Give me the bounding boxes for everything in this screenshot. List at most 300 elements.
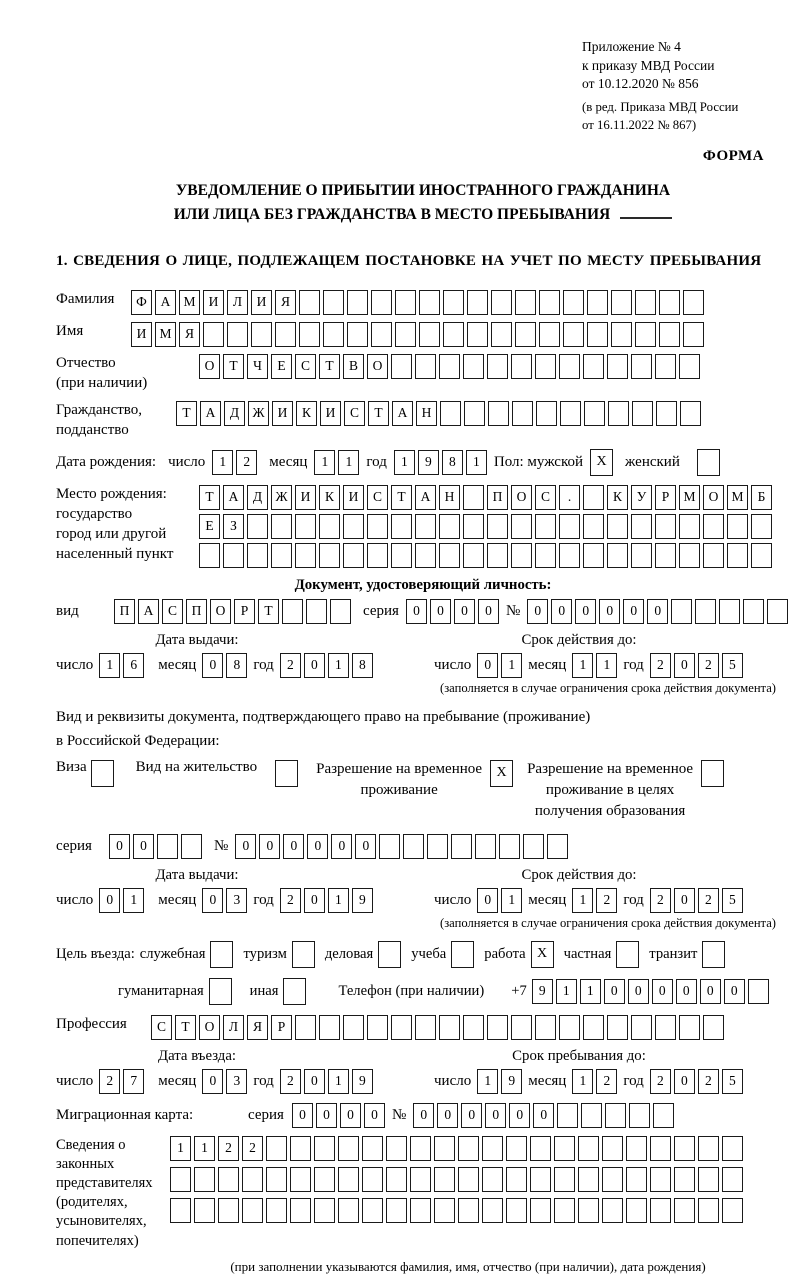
residence-valid-month-cells bbox=[572, 888, 617, 913]
identity-doc-row bbox=[56, 599, 790, 624]
form-cell bbox=[242, 1198, 263, 1223]
form-cell bbox=[583, 354, 604, 379]
form-cell bbox=[506, 1198, 527, 1223]
form-cell: Ж bbox=[271, 485, 292, 510]
identity-issue-year-cells bbox=[280, 653, 373, 678]
form-cell: 0 bbox=[304, 1069, 325, 1094]
residence-permit-option bbox=[136, 759, 298, 787]
citizenship-cells bbox=[176, 401, 701, 426]
day-label: число bbox=[56, 657, 94, 674]
form-cell: 0 bbox=[413, 1103, 434, 1128]
header-amendment-line: от 16.11.2022 № 867) bbox=[582, 117, 697, 132]
form-cell bbox=[635, 322, 656, 347]
form-cell: С bbox=[344, 401, 365, 426]
purpose-study-checkbox bbox=[451, 941, 474, 968]
entry-date-heading: Дата въезда: bbox=[158, 1047, 236, 1064]
form-cell: В bbox=[343, 354, 364, 379]
form-cell: 3 bbox=[226, 888, 247, 913]
form-cell: Ч bbox=[247, 354, 268, 379]
form-cell: 2 bbox=[698, 1069, 719, 1094]
birth-date-row bbox=[56, 449, 790, 476]
form-cell bbox=[499, 834, 520, 859]
residence-number-label: № bbox=[214, 837, 229, 854]
form-cell bbox=[536, 401, 557, 426]
form-cell: И bbox=[251, 290, 272, 315]
form-cell: 0 bbox=[674, 1069, 695, 1094]
form-cell: Т bbox=[368, 401, 389, 426]
month-label: месяц bbox=[158, 657, 197, 674]
phone-cells bbox=[532, 979, 769, 1004]
form-cell bbox=[290, 1198, 311, 1223]
birth-place-label-line: город или другой bbox=[56, 526, 167, 542]
form-cell bbox=[698, 1167, 719, 1192]
purpose-option-label: туризм bbox=[243, 945, 287, 962]
form-cell bbox=[506, 1136, 527, 1161]
form-cell: Я bbox=[179, 322, 200, 347]
form-cell: П bbox=[114, 599, 135, 624]
form-cell: 0 bbox=[304, 888, 325, 913]
purpose-option-label: работа bbox=[484, 945, 526, 962]
entry-date-row bbox=[56, 1069, 408, 1094]
form-cell: Т bbox=[258, 599, 279, 624]
form-cell: 1 bbox=[314, 450, 335, 475]
identity-doc-type-label: вид bbox=[56, 603, 79, 620]
birth-month-cells bbox=[314, 450, 359, 475]
form-cell bbox=[439, 1015, 460, 1040]
form-cell bbox=[482, 1167, 503, 1192]
form-cell: 0 bbox=[647, 599, 668, 624]
form-cell: 2 bbox=[698, 888, 719, 913]
purpose-option-label: деловая bbox=[324, 945, 374, 962]
patronymic-label-line1: Отчество bbox=[56, 355, 116, 372]
form-cell bbox=[440, 401, 461, 426]
form-cell: 0 bbox=[109, 834, 130, 859]
form-cell: Ж bbox=[248, 401, 269, 426]
temp-permit-option bbox=[316, 759, 513, 801]
form-cell bbox=[362, 1198, 383, 1223]
form-cell: С bbox=[162, 599, 183, 624]
sex-female-checkbox bbox=[697, 449, 720, 476]
form-cell: 1 bbox=[328, 1069, 349, 1094]
form-cell bbox=[415, 1015, 436, 1040]
form-cell: А bbox=[155, 290, 176, 315]
form-cell: 0 bbox=[478, 599, 499, 624]
form-cell: 0 bbox=[477, 653, 498, 678]
form-cell: 0 bbox=[316, 1103, 337, 1128]
residence-valid-year-cells bbox=[650, 888, 743, 913]
form-cell bbox=[463, 354, 484, 379]
form-cell: М bbox=[179, 290, 200, 315]
form-cell bbox=[203, 322, 224, 347]
form-cell bbox=[295, 514, 316, 539]
form-cell bbox=[367, 1015, 388, 1040]
purpose-private-checkbox bbox=[616, 941, 639, 968]
form-cell bbox=[703, 543, 724, 568]
form-cell: 8 bbox=[226, 653, 247, 678]
edu-permit-label-line1: Разрешение на временное bbox=[527, 760, 694, 777]
form-cell bbox=[223, 543, 244, 568]
form-cell: Я bbox=[247, 1015, 268, 1040]
residence-series-cells bbox=[109, 834, 202, 859]
form-cell: Л bbox=[227, 290, 248, 315]
form-cell bbox=[242, 1167, 263, 1192]
form-cell: О bbox=[703, 485, 724, 510]
form-cell: 1 bbox=[580, 979, 601, 1004]
form-cell bbox=[683, 322, 704, 347]
form-cell: 2 bbox=[650, 1069, 671, 1094]
form-cell bbox=[386, 1198, 407, 1223]
form-cell bbox=[367, 514, 388, 539]
form-cell bbox=[512, 401, 533, 426]
residence-issue-day-cells bbox=[99, 888, 144, 913]
form-cell bbox=[314, 1198, 335, 1223]
residence-valid-heading: Срок действия до: bbox=[521, 866, 637, 883]
document-header bbox=[582, 38, 768, 134]
form-cell bbox=[343, 543, 364, 568]
form-cell bbox=[247, 543, 268, 568]
form-cell bbox=[751, 514, 772, 539]
form-cell bbox=[539, 322, 560, 347]
form-cell bbox=[338, 1198, 359, 1223]
form-cell bbox=[535, 1015, 556, 1040]
form-cell bbox=[631, 543, 652, 568]
form-cell bbox=[386, 1136, 407, 1161]
form-cell bbox=[371, 322, 392, 347]
form-cell: 1 bbox=[501, 888, 522, 913]
representatives-row1-cells bbox=[170, 1136, 743, 1161]
form-cell bbox=[632, 401, 653, 426]
day-label: число bbox=[434, 1072, 472, 1089]
form-title bbox=[56, 179, 790, 227]
form-cell bbox=[653, 1103, 674, 1128]
birth-place-row2-cells bbox=[199, 514, 772, 539]
form-cell: 0 bbox=[477, 888, 498, 913]
form-cell bbox=[530, 1198, 551, 1223]
form-cell bbox=[583, 514, 604, 539]
birth-place-label-line: Место рождения: bbox=[56, 486, 167, 503]
day-label: число bbox=[56, 891, 94, 908]
form-cell bbox=[218, 1198, 239, 1223]
form-cell bbox=[650, 1167, 671, 1192]
form-cell: 9 bbox=[532, 979, 553, 1004]
form-cell bbox=[679, 514, 700, 539]
form-cell bbox=[655, 543, 676, 568]
form-cell: 0 bbox=[202, 888, 223, 913]
form-cell: Н bbox=[416, 401, 437, 426]
purpose-business-checkbox bbox=[378, 941, 401, 968]
year-label: год bbox=[253, 657, 274, 674]
form-cell bbox=[482, 1136, 503, 1161]
form-cell bbox=[464, 401, 485, 426]
form-cell bbox=[266, 1136, 287, 1161]
form-cell: Т bbox=[199, 485, 220, 510]
form-cell bbox=[631, 354, 652, 379]
form-cell bbox=[427, 834, 448, 859]
form-cell bbox=[487, 354, 508, 379]
form-cell: 0 bbox=[259, 834, 280, 859]
form-cell: И bbox=[320, 401, 341, 426]
form-title-line2: ИЛИ ЛИЦА БЕЗ ГРАЖДАНСТВА В МЕСТО ПРЕБЫВАНИЯ bbox=[56, 203, 790, 227]
form-cell bbox=[559, 354, 580, 379]
edu-permit-label-line3: получения образования bbox=[534, 802, 686, 819]
form-cell bbox=[611, 290, 632, 315]
form-cell: 8 bbox=[352, 653, 373, 678]
purpose-other-checkbox bbox=[283, 978, 306, 1005]
form-cell: 1 bbox=[572, 1069, 593, 1094]
identity-valid-row bbox=[408, 653, 790, 678]
identity-valid-month-cells bbox=[572, 653, 617, 678]
form-cell: Т bbox=[391, 485, 412, 510]
form-cell: 0 bbox=[604, 979, 625, 1004]
representatives-label-line: Сведения о bbox=[56, 1136, 126, 1153]
form-cell: 0 bbox=[676, 979, 697, 1004]
representatives-label-line: (родителях, bbox=[56, 1194, 128, 1211]
form-cell bbox=[419, 290, 440, 315]
form-cell bbox=[695, 599, 716, 624]
birth-place-label-line: государство bbox=[56, 506, 133, 523]
form-cell bbox=[439, 354, 460, 379]
profession-cells bbox=[151, 1015, 724, 1040]
purpose-option-label: иная bbox=[249, 982, 279, 999]
form-title-line1: УВЕДОМЛЕНИЕ О ПРИБЫТИИ ИНОСТРАННОГО ГРАЖДАНИНА bbox=[175, 182, 671, 200]
form-cell bbox=[343, 1015, 364, 1040]
form-cell: М bbox=[727, 485, 748, 510]
form-cell: И bbox=[131, 322, 152, 347]
form-cell: Д bbox=[224, 401, 245, 426]
form-cell: 2 bbox=[280, 1069, 301, 1094]
birth-year-label: год bbox=[366, 454, 387, 471]
form-cell bbox=[266, 1198, 287, 1223]
form-cell bbox=[626, 1136, 647, 1161]
edu-permit-label bbox=[527, 759, 693, 822]
form-cell: 9 bbox=[352, 1069, 373, 1094]
form-cell bbox=[698, 1198, 719, 1223]
form-cell: 0 bbox=[235, 834, 256, 859]
identity-doc-type-cells bbox=[114, 599, 351, 624]
birth-day-label: число bbox=[168, 454, 206, 471]
citizenship-row bbox=[56, 401, 790, 441]
form-cell: О bbox=[199, 354, 220, 379]
form-cell bbox=[722, 1167, 743, 1192]
patronymic-label-line2: (при наличии) bbox=[56, 375, 148, 392]
form-cell: 0 bbox=[340, 1103, 361, 1128]
form-cell bbox=[650, 1198, 671, 1223]
form-cell: Т bbox=[223, 354, 244, 379]
form-cell bbox=[395, 322, 416, 347]
form-cell: 1 bbox=[170, 1136, 191, 1161]
form-cell bbox=[674, 1136, 695, 1161]
form-cell bbox=[659, 322, 680, 347]
purpose-transit-checkbox bbox=[702, 941, 725, 968]
form-cell: И bbox=[203, 290, 224, 315]
form-cell bbox=[319, 514, 340, 539]
year-label: год bbox=[253, 1072, 274, 1089]
form-label: ФОРМА bbox=[702, 148, 764, 165]
form-cell bbox=[578, 1167, 599, 1192]
form-cell: 0 bbox=[652, 979, 673, 1004]
form-cell: 0 bbox=[307, 834, 328, 859]
form-cell: 1 bbox=[212, 450, 233, 475]
form-cell bbox=[650, 1136, 671, 1161]
form-cell: 0 bbox=[133, 834, 154, 859]
form-cell bbox=[463, 485, 484, 510]
purpose-option-label: транзит bbox=[649, 945, 698, 962]
identity-doc-series-cells bbox=[406, 599, 499, 624]
form-cell bbox=[475, 834, 496, 859]
form-cell bbox=[679, 543, 700, 568]
purpose-official-checkbox bbox=[210, 941, 233, 968]
form-cell bbox=[635, 290, 656, 315]
form-cell: 0 bbox=[575, 599, 596, 624]
form-cell bbox=[299, 322, 320, 347]
form-cell bbox=[751, 543, 772, 568]
form-cell bbox=[563, 290, 584, 315]
identity-valid-heading: Срок действия до: bbox=[521, 632, 637, 649]
form-cell: Д bbox=[247, 485, 268, 510]
form-cell bbox=[767, 599, 788, 624]
entry-day-cells bbox=[99, 1069, 144, 1094]
name-cells bbox=[131, 322, 704, 347]
sex-male-checkbox: X bbox=[590, 449, 613, 476]
form-cell bbox=[251, 322, 272, 347]
identity-dates-block bbox=[56, 632, 790, 678]
form-cell: 0 bbox=[485, 1103, 506, 1128]
form-cell: 0 bbox=[454, 599, 475, 624]
form-cell bbox=[338, 1167, 359, 1192]
form-cell bbox=[491, 290, 512, 315]
form-cell: 1 bbox=[394, 450, 415, 475]
form-cell bbox=[194, 1167, 215, 1192]
form-cell bbox=[554, 1136, 575, 1161]
form-cell: А bbox=[392, 401, 413, 426]
form-cell: 0 bbox=[406, 599, 427, 624]
form-cell bbox=[227, 322, 248, 347]
representatives-block bbox=[56, 1136, 790, 1251]
form-cell: 5 bbox=[722, 653, 743, 678]
birth-date-label: Дата рождения: bbox=[56, 454, 157, 471]
form-cell bbox=[611, 322, 632, 347]
form-cell bbox=[605, 1103, 626, 1128]
form-cell: 6 bbox=[123, 653, 144, 678]
form-cell bbox=[523, 834, 544, 859]
form-cell: 1 bbox=[572, 653, 593, 678]
form-cell: 9 bbox=[418, 450, 439, 475]
form-cell: 5 bbox=[722, 888, 743, 913]
form-cell bbox=[629, 1103, 650, 1128]
form-cell: 0 bbox=[551, 599, 572, 624]
representatives-row2-cells bbox=[170, 1167, 743, 1192]
form-cell bbox=[463, 543, 484, 568]
citizenship-label bbox=[56, 401, 176, 441]
residence-issue-heading: Дата выдачи: bbox=[155, 866, 239, 883]
form-cell bbox=[583, 485, 604, 510]
form-cell: Л bbox=[223, 1015, 244, 1040]
residence-issue-month-cells bbox=[202, 888, 247, 913]
form-cell: 1 bbox=[99, 653, 120, 678]
purpose-tourism-checkbox bbox=[292, 941, 315, 968]
form-cell bbox=[391, 354, 412, 379]
section1-heading: 1. СВЕДЕНИЯ О ЛИЦЕ, ПОДЛЕЖАЩЕМ ПОСТАНОВКЕ НА УЧЕТ ПО МЕСТУ ПРЕБЫВАНИЯ bbox=[56, 253, 762, 270]
form-cell bbox=[680, 401, 701, 426]
form-cell: 2 bbox=[218, 1136, 239, 1161]
form-cell: Р bbox=[271, 1015, 292, 1040]
day-label: число bbox=[56, 1072, 94, 1089]
form-cell bbox=[722, 1198, 743, 1223]
form-cell bbox=[395, 290, 416, 315]
purpose-work-checkbox: X bbox=[531, 941, 554, 968]
form-cell bbox=[330, 599, 351, 624]
form-cell bbox=[275, 322, 296, 347]
form-cell bbox=[410, 1167, 431, 1192]
form-cell bbox=[631, 1015, 652, 1040]
form-cell bbox=[439, 543, 460, 568]
sex-female-label: женский bbox=[625, 454, 680, 471]
form-cell: И bbox=[295, 485, 316, 510]
form-cell: С bbox=[367, 485, 388, 510]
form-cell bbox=[583, 1015, 604, 1040]
form-cell: 2 bbox=[99, 1069, 120, 1094]
form-cell bbox=[290, 1136, 311, 1161]
month-label: месяц bbox=[158, 891, 197, 908]
form-cell: Т bbox=[175, 1015, 196, 1040]
form-cell: С bbox=[295, 354, 316, 379]
form-cell bbox=[157, 834, 178, 859]
representatives-label-line: представителях bbox=[56, 1175, 153, 1192]
birth-month-label: месяц bbox=[269, 454, 308, 471]
form-cell bbox=[487, 543, 508, 568]
form-cell bbox=[458, 1167, 479, 1192]
birth-day-cells bbox=[212, 450, 257, 475]
phone-prefix: +7 bbox=[511, 982, 527, 999]
purpose-option-label: гуманитарная bbox=[118, 982, 204, 999]
form-cell bbox=[748, 979, 769, 1004]
representatives-label-line: законных bbox=[56, 1156, 115, 1173]
phone-label: Телефон (при наличии) bbox=[338, 982, 485, 999]
form-cell bbox=[511, 1015, 532, 1040]
form-cell: И bbox=[343, 485, 364, 510]
form-cell: 0 bbox=[628, 979, 649, 1004]
identity-issue-heading: Дата выдачи: bbox=[155, 632, 239, 649]
form-cell bbox=[458, 1198, 479, 1223]
form-cell bbox=[488, 401, 509, 426]
header-line: к приказу МВД России bbox=[582, 57, 715, 73]
form-cell bbox=[683, 290, 704, 315]
birth-year-cells bbox=[394, 450, 487, 475]
form-cell bbox=[535, 543, 556, 568]
purpose-option-label: частная bbox=[563, 945, 612, 962]
form-cell: 9 bbox=[501, 1069, 522, 1094]
purpose-row1 bbox=[56, 941, 790, 968]
form-cell bbox=[703, 514, 724, 539]
form-cell bbox=[547, 834, 568, 859]
form-cell bbox=[218, 1167, 239, 1192]
temp-permit-label-line1: Разрешение на временное bbox=[316, 760, 483, 777]
form-cell bbox=[559, 514, 580, 539]
form-cell bbox=[583, 543, 604, 568]
form-cell bbox=[299, 290, 320, 315]
purpose-option-label: учеба bbox=[411, 945, 447, 962]
form-cell: 3 bbox=[226, 1069, 247, 1094]
form-cell: 1 bbox=[501, 653, 522, 678]
name-row bbox=[56, 322, 790, 347]
form-cell bbox=[463, 514, 484, 539]
identity-doc-number-cells bbox=[527, 599, 788, 624]
form-cell bbox=[626, 1198, 647, 1223]
form-cell bbox=[415, 354, 436, 379]
birth-place-row3-cells bbox=[199, 543, 772, 568]
form-cell bbox=[290, 1167, 311, 1192]
month-label: месяц bbox=[158, 1072, 197, 1089]
